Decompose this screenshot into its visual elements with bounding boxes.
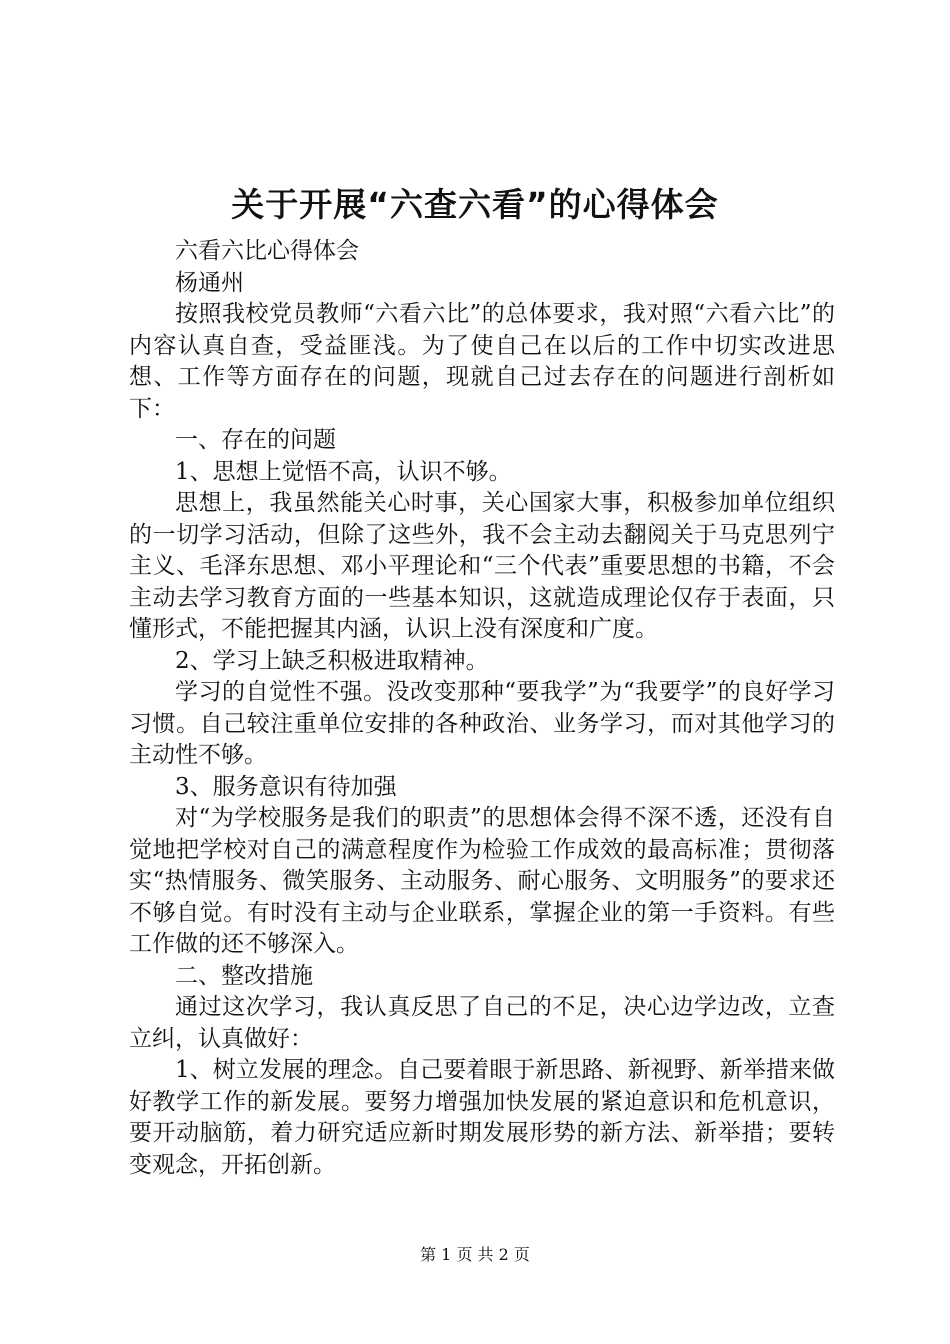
- section-heading-problems: 一、存在的问题: [175, 427, 336, 453]
- paragraph-measures-intro: 通过这次学习，我认真反思了自己的不足，决心边学边改，立查立纠，认真做好：: [129, 994, 835, 1052]
- paragraph-subtitle: 六看六比心得体会: [175, 238, 359, 264]
- section-heading-measures: 二、整改措施: [175, 962, 313, 989]
- item-heading-3: 3、服务意识有待加强: [175, 773, 397, 800]
- paragraph-measure-1: 1、树立发展的理念。自己要着眼于新思路、新视野、新举措来做好教学工作的新发展。要努力增强加快发展的紧迫意识和危机意识，要开动脑筋，着力研究适应新时期发展形势的新方法、新举措；要转变观念，开拓创新。: [129, 1057, 835, 1178]
- paragraph-intro: 按照我校党员教师“六看六比”的总体要求，我对照“六看六比”的内容认真自查，受益匪浅。为了使自己在以后的工作中切实改进思想、工作等方面存在的问题，现就自己过去存在的问题进行剖析如下：: [129, 301, 835, 422]
- paragraph-item-1: 思想上，我虽然能关心时事，关心国家大事，积极参加单位组织的一切学习活动，但除了这些外，我不会主动去翻阅关于马克思列宁主义、毛泽东思想、邓小平理论和“三个代表”重要思想的书籍，不会主动去学习教育方面的一些基本知识，这就造成理论仅存于表面，只懂形式，不能把握其内涵，认识上没有深度和广度。: [129, 490, 835, 642]
- page-number: 第 1 页 共 2 页: [420, 1245, 530, 1264]
- document-title: 关于开展“六查六看”的心得体会: [231, 185, 719, 224]
- paragraph-author: 杨通州: [175, 269, 244, 296]
- item-heading-2: 2、学习上缺乏积极进取精神。: [175, 647, 489, 674]
- paragraph-item-2: 学习的自觉性不强。没改变那种“要我学”为“我要学”的良好学习习惯。自己较注重单位安排的各种政治、业务学习，而对其他学习的主动性不够。: [129, 679, 835, 768]
- paragraph-item-3: 对“为学校服务是我们的职责”的思想体会得不深不透，还没有自觉地把学校对自己的满意程度作为检验工作成效的最高标准；贯彻落实“热情服务、微笑服务、主动服务、耐心服务、文明服务”的要求还不够自觉。有时没有主动与企业联系，掌握企业的第一手资料。有些工作做的还不够深入。: [129, 805, 835, 957]
- document-body: [129, 236, 835, 1181]
- item-heading-1: 1、思想上觉悟不高，认识不够。: [175, 458, 512, 485]
